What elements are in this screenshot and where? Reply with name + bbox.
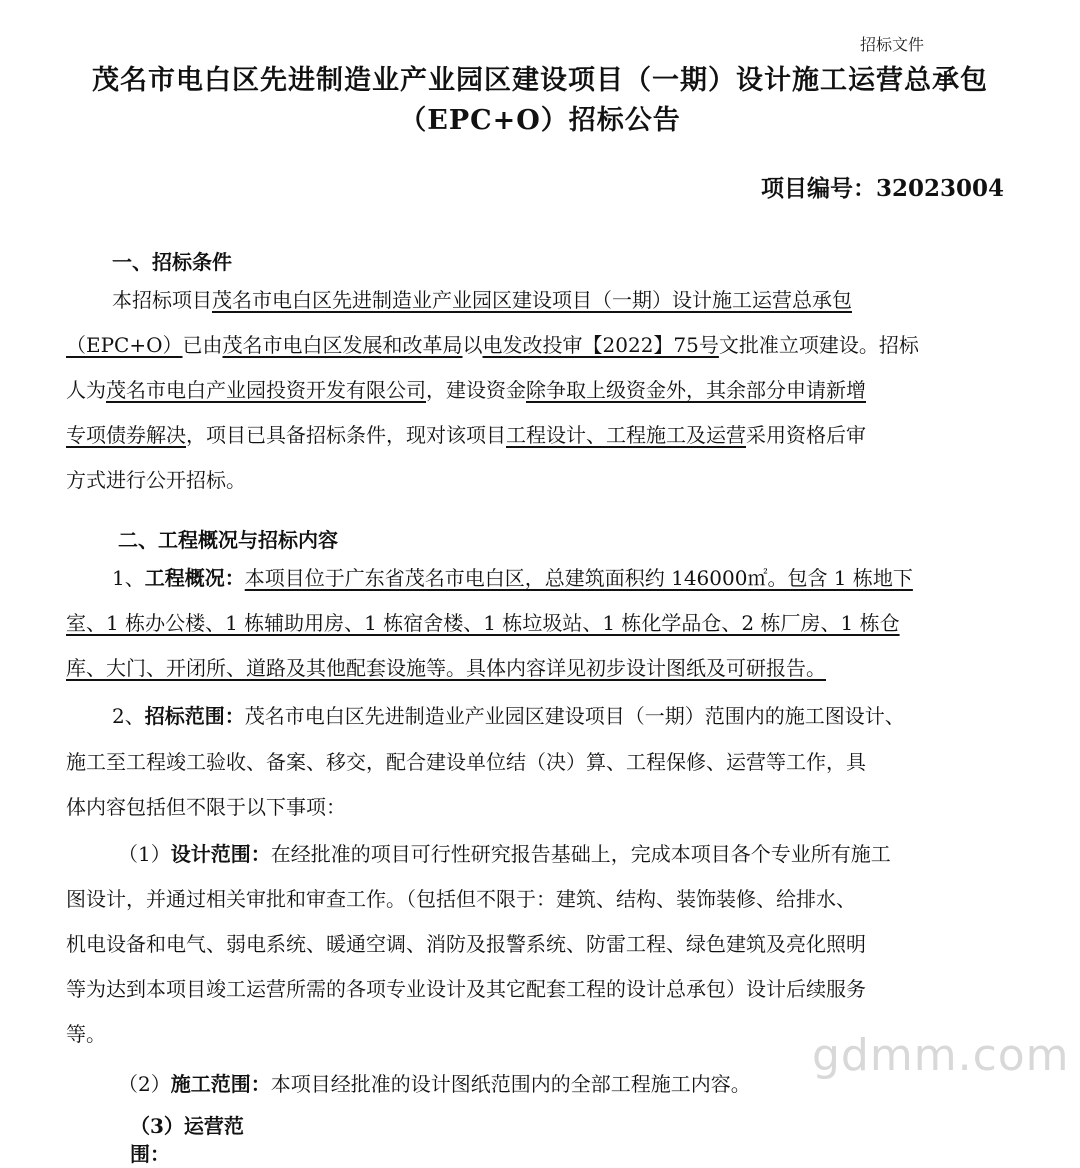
doc-type-label: 招标文件 — [860, 35, 925, 54]
design-scope-line-1: （1）设计范围：在经批准的项目可行性研究报告基础上，完成本项目各个专业所有施工 — [118, 842, 891, 866]
design-scope-line-4: 等为达到本项目竣工运营所需的各项专业设计及其它配套工程的设计总承包）设计后续服务 — [66, 977, 866, 1001]
s2-p1-line-1: 1、工程概况：本项目位于广东省茂名市电白区，总建筑面积约 146000㎡。包含 1 栋地下 — [112, 566, 913, 590]
project-number: 项目编号：32023004 — [760, 175, 1004, 202]
s1-line-5: 方式进行公开招标。 — [66, 468, 246, 492]
design-scope-line-3: 机电设备和电气、弱电系统、暖通空调、消防及报警系统、防雷工程、绿色建筑及亮化照明 — [66, 932, 866, 956]
s1-line-3: 人为茂名市电白产业园投资开发有限公司，建设资金除争取上级资金外，其余部分申请新增 — [66, 378, 866, 402]
section-2-heading: 二、工程概况与招标内容 — [118, 528, 338, 552]
s1-line-2: （EPC+O）已由茂名市电白区发展和改革局以电发改投审【2022】75号文批准立项建设。招标 — [66, 333, 919, 357]
page-title-line1: 茂名市电白区先进制造业产业园区建设项目（一期）设计施工运营总承包 — [92, 65, 988, 96]
s2-p1-line-3: 库、大门、开闭所、道路及其他配套设施等。具体内容详见初步设计图纸及可研报告。 — [66, 656, 826, 680]
design-scope-line-5: 等。 — [66, 1022, 106, 1046]
s2-p2-line-2: 施工至工程竣工验收、备案、移交，配合建设单位结（决）算、工程保修、运营等工作，具 — [66, 750, 866, 774]
page-title-line2: （EPC+O）招标公告 — [399, 105, 681, 136]
watermark: gdmm.com — [812, 1030, 1070, 1081]
next-item-partial: （3）运营范围： — [130, 1114, 244, 1166]
design-scope-line-2: 图设计，并通过相关审批和审查工作。（包括但不限于：建筑、结构、装饰装修、给排水、 — [66, 887, 856, 911]
s1-line-4: 专项债券解决，项目已具备招标条件，现对该项目工程设计、工程施工及运营采用资格后审 — [66, 423, 866, 447]
s2-p1-line-2: 室、1 栋办公楼、1 栋辅助用房、1 栋宿舍楼、1 栋垃圾站、1 栋化学品仓、2 栋厂房、1 栋仓 — [66, 611, 900, 635]
section-1-heading: 一、招标条件 — [112, 250, 232, 274]
s2-p2-line-3: 体内容包括但不限于以下事项： — [66, 795, 346, 819]
s2-p2-line-1: 2、招标范围：茂名市电白区先进制造业产业园区建设项目（一期）范围内的施工图设计、 — [112, 704, 905, 728]
construction-scope-line-1: （2）施工范围：本项目经批准的设计图纸范围内的全部工程施工内容。 — [118, 1072, 751, 1096]
s1-line-1: 本招标项目茂名市电白区先进制造业产业园区建设项目（一期）设计施工运营总承包 — [112, 288, 852, 312]
